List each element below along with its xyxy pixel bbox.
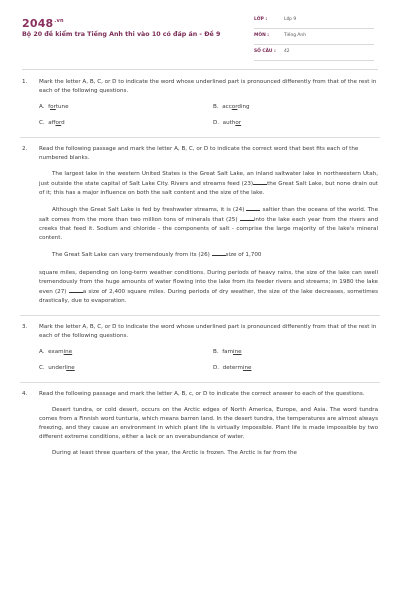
meta-row-count (254, 47, 374, 61)
option-d[interactable] (213, 364, 251, 373)
option-underline: ine (63, 349, 73, 355)
option-underline: ine (242, 365, 252, 371)
answer-blank (253, 179, 267, 185)
document-title: Bộ 20 đề kiểm tra Tiếng Anh thi vào 10 có đáp án - Đề 9 (22, 31, 221, 38)
option-text: aff (48, 120, 56, 126)
header-divider (22, 69, 378, 70)
option-d[interactable] (213, 119, 241, 128)
option-letter: A. (39, 104, 45, 110)
meta-value: Tiếng Anh (284, 33, 307, 38)
question-number: 4. (22, 391, 28, 397)
question-text: Mark the letter A, B, C, or D to indicate the word whose underlined part is pronounced differently from that of the rest in each of the following questions. (39, 79, 377, 94)
option-c[interactable] (39, 119, 65, 128)
option-text: fam (222, 349, 234, 355)
logo-text: 2048 (22, 17, 54, 30)
option-text: d (61, 120, 65, 126)
question-1 (22, 78, 378, 135)
question-text: Read the following passage and mark the letter A, B, C, or D to indicate the correct word that best fits each of the numbered blanks. (39, 146, 359, 161)
meta-value: 42 (284, 49, 290, 54)
passage-text: The Great Salt Lake can vary tremendously from its (26) (52, 252, 210, 258)
option-text: acc (222, 104, 232, 110)
answer-blank (212, 250, 226, 256)
option-underline: ine (66, 365, 75, 371)
question-number: 2. (22, 146, 28, 152)
option-text: auth (222, 120, 236, 126)
option-letter: B. (213, 349, 219, 355)
passage-paragraph: Desert tundra, or cold desert, occurs on the Arctic edges of North America, Europe, and Asia. The word tundra comes from a Finnish word tunturia, which means barren land. In the desert tundra, the temperatures are almost always freezing, and they cause an environment in which plant life is virtually impossible. Plant life is made impossible by two different extreme conditions, either a lack or an overabundance of water. (39, 407, 378, 440)
options (39, 348, 378, 364)
meta-key: SỐ CÂU : (254, 49, 276, 54)
question-text: Mark the letter A, B, C, or D to indicate the word whose underlined part is pronounced differently from that of the rest in each of the following questions. (39, 324, 377, 339)
passage-text: saltier than the oceans of the world. The salt comes from the more than two million tons of minerals that (25) (39, 207, 379, 223)
option-text: underl (48, 365, 67, 371)
option-letter: A. (39, 349, 45, 355)
meta-row-class (254, 15, 374, 29)
passage-paragraph (39, 170, 378, 198)
option-underline: or (235, 120, 242, 126)
option-c[interactable] (39, 364, 75, 373)
option-text: tune (55, 104, 69, 110)
logo-domain: .vn (54, 18, 64, 25)
answer-blank (240, 215, 254, 221)
option-letter: C. (39, 120, 45, 126)
option-a[interactable] (39, 103, 69, 112)
passage-text: size of 1,700 (225, 252, 262, 258)
meta-row-subject (254, 31, 374, 45)
passage-text: Although the Great Salt Lake is fed by freshwater streams, it is (24) (52, 207, 245, 213)
option-underline: or (50, 104, 56, 110)
passage-paragraph (39, 269, 378, 306)
passage-paragraph: During at least three quarters of the year, the Arctic is frozen. The Arctic is far from the (52, 450, 297, 456)
passage-text: a size of 2,400 square miles. During periods of dry weather, the size of the lake decreases, sometimes drastically, due to evaporation. (39, 289, 379, 304)
question-2 (22, 145, 378, 306)
passage-paragraph (39, 250, 378, 260)
meta-value: Lớp 9 (284, 17, 297, 22)
answer-blank (246, 205, 260, 211)
passage-text: square miles, depending on long-term weather conditions. During periods of heavy rains, the size of the lake can swell tremendously from the huge amounts of water flowing into the lake from its feeder rivers and streams; in 1980 the lake even (27) (39, 270, 378, 295)
meta-info (254, 15, 374, 63)
options (39, 103, 378, 119)
option-text: ding (237, 104, 250, 110)
header (0, 0, 400, 62)
passage-text: into the lake each year from the rivers and creeks that feed it. Sodium and chloride - the components of salt - comprise the large majority of the lake's mineral content. (39, 217, 379, 241)
option-letter: B. (213, 104, 219, 110)
option-letter: D. (213, 120, 220, 126)
answer-blank (69, 287, 83, 293)
options (39, 364, 378, 380)
option-text: exam (48, 349, 64, 355)
option-letter: C. (39, 365, 45, 371)
option-underline: ine (233, 349, 242, 355)
option-b[interactable] (213, 348, 242, 357)
passage-text: the Great Salt Lake, but none drain out of it; this has a major influence on both the salt content and the size of the lake. (39, 181, 379, 196)
option-underline: or (55, 120, 62, 126)
passage-text: The largest lake in the western United States is the Great Salt Lake, an inland saltwater lake in northwestern Utah, just outside the state capital of Salt Lake City. Rivers and streams feed (23) (39, 171, 378, 187)
question-4 (22, 390, 378, 458)
option-b[interactable] (213, 103, 250, 112)
option-text: f (48, 104, 51, 110)
site-logo[interactable] (22, 17, 64, 30)
options (39, 119, 378, 135)
option-underline: or (231, 104, 238, 110)
question-3 (22, 323, 378, 380)
question-text: Read the following passage and mark the letter A, B, c, or D to indicate the correct answer to each of the questions. (39, 391, 365, 397)
question-number: 3. (22, 324, 28, 330)
option-a[interactable] (39, 348, 72, 357)
option-letter: D. (213, 365, 220, 371)
passage-paragraph (39, 205, 378, 243)
question-number: 1. (22, 79, 28, 85)
meta-key: MÔN : (254, 33, 270, 38)
meta-key: LỚP : (254, 17, 268, 22)
option-text: determ (222, 365, 243, 371)
questions (22, 78, 378, 458)
